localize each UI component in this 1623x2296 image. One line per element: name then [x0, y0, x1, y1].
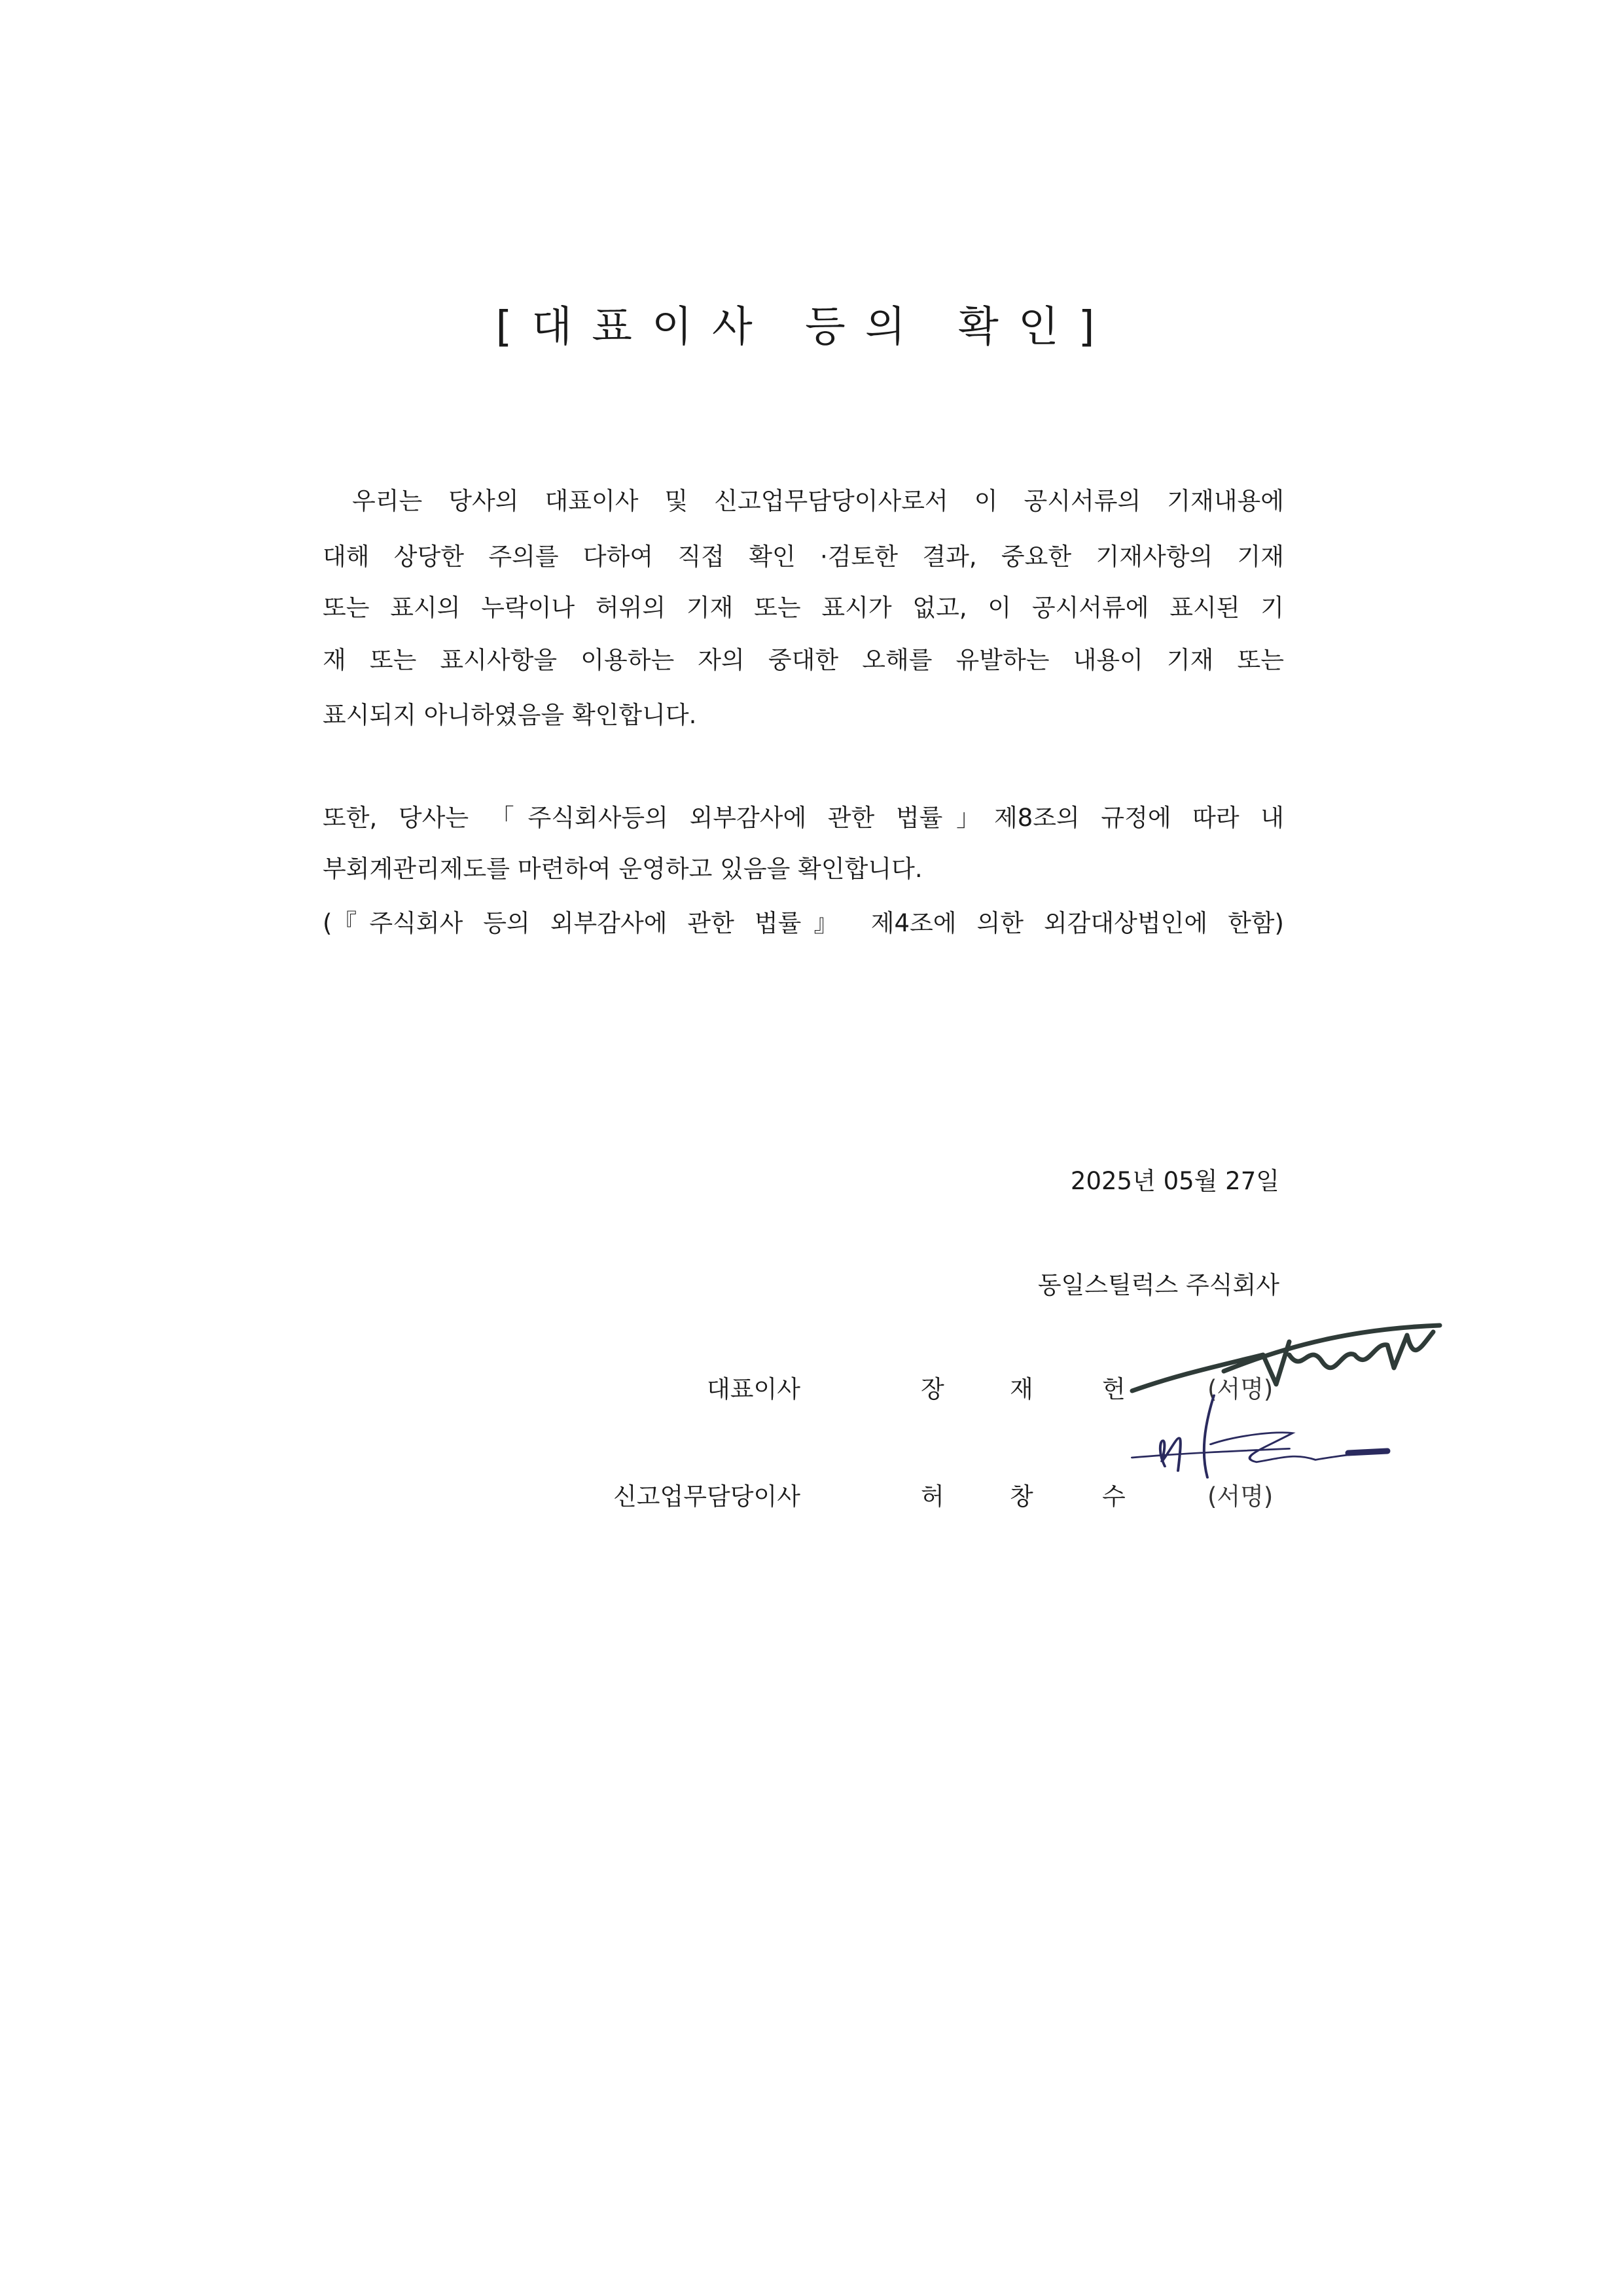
signatory-role: 신고업무담당이사	[613, 1482, 800, 1511]
paragraph-line: 대해 상당한 주의를 다하여 직접 확인 ·검토한 결과, 중요한 기재사항의 기재	[323, 543, 1284, 571]
signatory-name-char: 헌	[1102, 1375, 1126, 1403]
document-date: 2025년 05월 27일	[1070, 1167, 1279, 1195]
signatory-name-char: 창	[1010, 1482, 1033, 1511]
signatory-name-char: 수	[1102, 1482, 1126, 1511]
paragraph-line: 표시되지 아니하였음을 확인합니다.	[323, 701, 697, 729]
sign-label: (서명)	[1207, 1482, 1274, 1511]
signatory-name-char: 장	[921, 1375, 944, 1403]
signatory-role: 대표이사	[707, 1375, 800, 1403]
signature-scribble	[1126, 1316, 1440, 1401]
signature-scribble	[1132, 1391, 1407, 1476]
company-name: 동일스틸럭스 주식회사	[1037, 1271, 1279, 1299]
sign-label: (서명)	[1207, 1375, 1274, 1403]
paragraph-line: 또는 표시의 누락이나 허위의 기재 또는 표시가 없고, 이 공시서류에 표시된 기	[323, 594, 1284, 622]
paragraph-line: 또한, 당사는 「주식회사등의 외부감사에 관한 법률」제8조의 규정에 따라 내	[323, 804, 1284, 832]
signatory-name-char: 재	[1010, 1375, 1033, 1403]
paragraph-line: 우리는 당사의 대표이사 및 신고업무담당이사로서 이 공시서류의 기재내용에	[352, 487, 1284, 515]
document-title: [대표이사 등의 확인]	[495, 303, 1115, 351]
paragraph-note: (『주식회사 등의 외부감사에 관한 법률』 제4조에 의한 외감대상법인에 한함)	[323, 909, 1284, 937]
signatory-name-char: 허	[921, 1482, 944, 1511]
paragraph-line: 부회계관리제도를 마련하여 운영하고 있음을 확인합니다.	[323, 855, 923, 883]
paragraph-line: 재 또는 표시사항을 이용하는 자의 중대한 오해를 유발하는 내용이 기재 또는	[323, 646, 1284, 674]
